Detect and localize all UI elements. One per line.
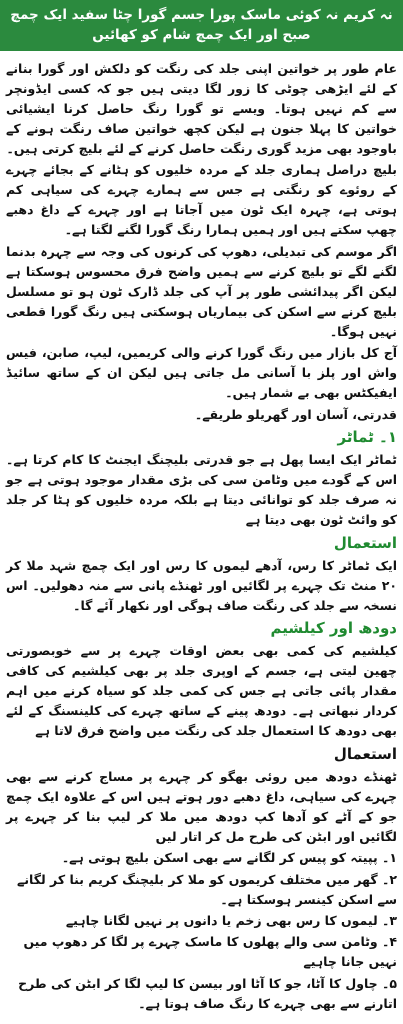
article-title: نہ کریم نہ کوئی ماسک پورا جسم گورا چٹا سفید ایک چمچ صبح اور ایک چمچ شام کو کھائیں	[10, 7, 393, 43]
title-banner	[0, 0, 403, 51]
milk-usage-paragraph: ٹھنڈے دودھ میں روئی بھگو کر چہرے پر مساج کرنے سے بھی چہرے کی سیاہی، داغ دھبے دور ہوتے ہیں اس کے علاوہ ایک چمچ جو کے آٹے کو آدھا کپ دودھ میں ملا کر لیپ بنا کر چہرے پر لگائیں اور ابٹن کی طرح مل کر اتار لیں	[6, 768, 397, 844]
tip-item-2: ۲۔ گھر میں مختلف کریموں کو ملا کر بلیچنگ کریم بنا کر لگانے سے اسکن کینسر ہوسکتا ہے۔	[17, 871, 397, 907]
milk-calcium-section	[6, 617, 397, 741]
intro-paragraph-1: عام طور پر خواتین اپنی جلد کی رنگت کو دلکش اور گورا بنانے کے لئے ایڑھی چوٹی کا زور لگا دیتی ہیں جو کہ کسی ایڈونچر سے کم نہیں ہوتا۔ ویسے تو گورا رنگ حاصل کرنا ایشیائی خواتین کا پہلا جنون ہے لیکن کچھ خواتین صاف رنگت ہونے کے باوجود بھی مزید گوری رنگت حاصل کرنے کے لئے بلیچ کرتی ہیں۔	[6, 61, 397, 156]
tomato-paragraph: ٹماٹر ایک ایسا پھل ہے جو قدرتی بلیچنگ ایجنٹ کا کام کرتا ہے۔ اس کے گودے میں وٹامن سی کی بڑی مقدار موجود ہوتی ہے جو نہ صرف جلد کو توانائی دیتا ہے بلکہ مردہ خلیوں کو ہٹا کر جلد کو وائٹ ٹون بھی دیتا ہے	[6, 452, 397, 528]
intro-paragraph-2: بلیچ دراصل ہماری جلد کے مردہ خلیوں کو ہٹانے کے بجائے چہرے کے روئوے کو رنگتی ہے جس سے ہمارے چہرے کی سیاہی کم ہوتی ہے، چہرہ ایک ٹون میں آجاتا ہے اور چہرے کے داغ دھبے چھپ سکتے ہیں اور ہمیں ہمارا رنگ گورا لگنے لگتا ہے۔	[6, 162, 397, 238]
intro-paragraph-4: آج کل بازار میں رنگ گورا کرنے والی کریمیں، لیپ، صابن، فیس واش اور پلز با آسانی مل جاتی ہیں لیکن ان کے ساتھ سائیڈ ایفیکٹس بھی بے شمار ہیں۔	[6, 345, 397, 401]
milk-calcium-paragraph: کیلشیم کی کمی بھی بعض اوقات چہرے پر سے خوبصورتی چھین لیتی ہے، جسم کے اوپری جلد پر بھی کیلشیم کی کافی مقدار پائی جاتی ہے جس کی کمی جلد کو سیاہ کرنے میں اہم کردار نبھاتی ہے۔ دودھ پینے کے ساتھ چہرے کی کلینسنگ کے لئے بھی دودھ کا استعمال جلد کی رنگت میں واضح فرق لاتا ہے	[6, 643, 397, 739]
article-body	[0, 51, 403, 1024]
tip-item-3: ۳۔ لیموں کا رس بھی زخم یا دانوں پر نہیں لگانا چاہیے	[65, 912, 397, 928]
tip-item-4: ۴۔ وٹامن سی والے پھلوں کا ماسک چہرے پر لگا کر دھوپ میں نہیں جانا چاہیے	[23, 934, 397, 970]
milk-usage-heading: استعمال	[333, 744, 397, 763]
methods-label: قدرتی، آسان اور گھریلو طریقے۔	[194, 406, 397, 422]
tip-item-5: ۵۔ چاول کا آٹا، جو کا آٹا اور بیسن کا لیپ لگا کر ابٹن کی طرح اتارنے سے بھی چہرے کا رنگ صاف ہوتا ہے۔	[18, 975, 397, 1011]
milk-calcium-heading: دودھ اور کیلشیم	[270, 619, 397, 638]
milk-usage-section	[6, 743, 397, 847]
tomato-usage-paragraph: ایک ٹماٹر کا رس، آدھے لیموں کا رس اور ایک چمچ شہد ملا کر ۲۰ منٹ تک چہرے پر لگائیں اور ٹھنڈے پانی سے منہ دھولیں۔ اس نسخہ سے جلد کی رنگت صاف ہوگی اور نکھار آئے گا۔	[6, 557, 397, 613]
tip-item-1: ۱۔ پپیتہ کو پیس کر لگانے سے بھی اسکن بلیچ ہوتی ہے۔	[61, 850, 397, 866]
intro-paragraph-3: اگر موسم کی تبدیلی، دھوپ کی کرنوں کی وجہ سے چہرہ بدنما لگنے لگے تو بلیچ کرنے سے ہمیں واضح فرق محسوس ہوسکتا ہے لیکن اگر پیدائشی طور پر آپ کی جلد ڈارک ٹون ہو تو مسلسل بلیچ کرنے سے اسکن کی بیماریاں ہوسکتی ہیں رنگ گورا قطعی نہیں ہوگا۔	[6, 243, 397, 339]
tomato-heading: ۱۔ ٹماٹر	[337, 428, 397, 447]
tomato-usage-section	[6, 532, 397, 616]
tomato-usage-heading: استعمال	[333, 533, 397, 552]
tomato-section	[6, 426, 397, 530]
